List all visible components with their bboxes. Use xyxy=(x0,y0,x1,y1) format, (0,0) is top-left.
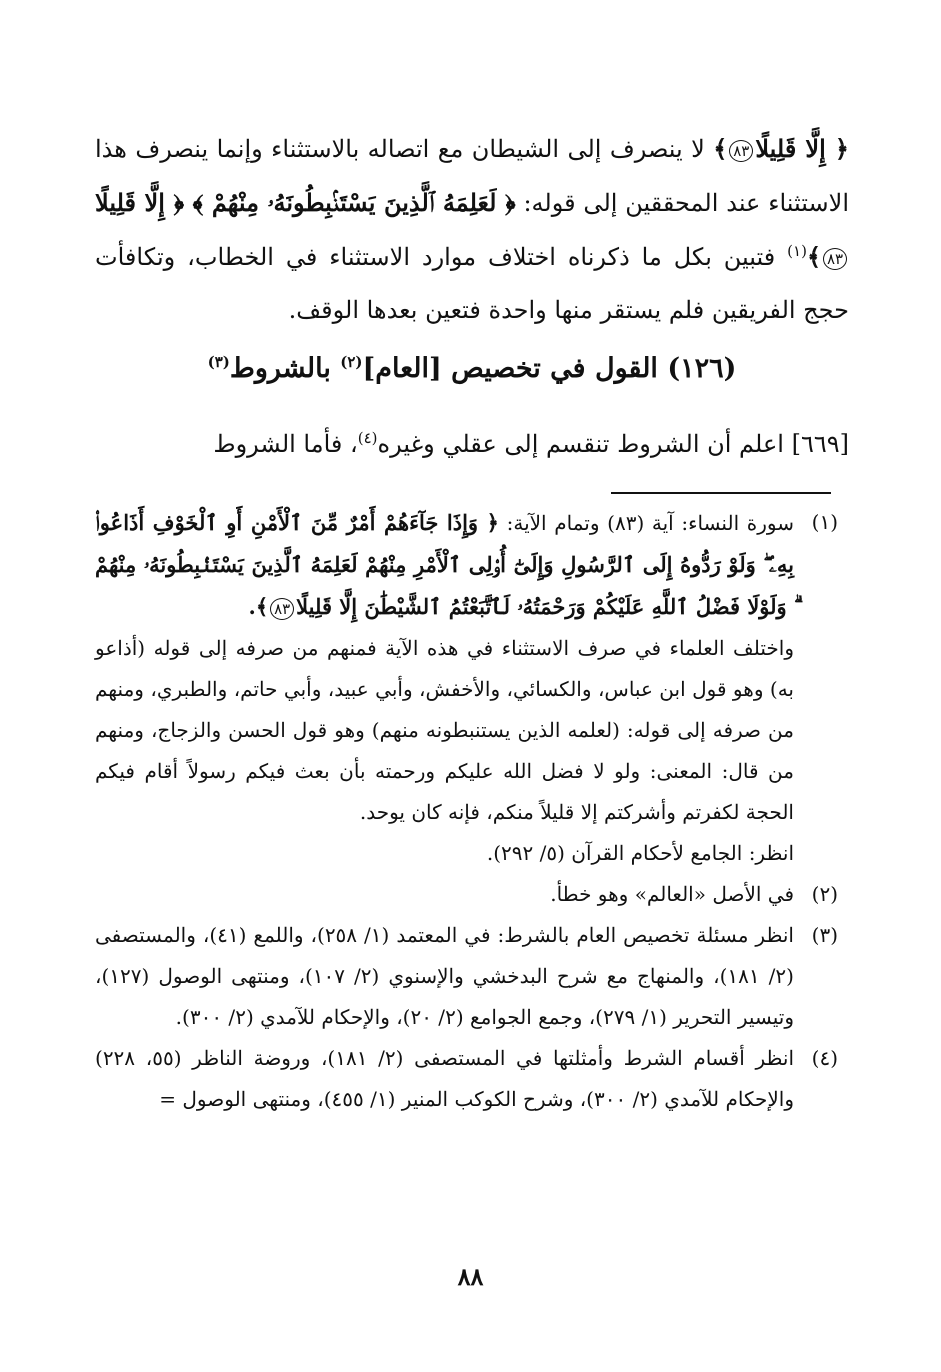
footnotes xyxy=(95,502,838,1120)
footnote-4 xyxy=(95,1038,838,1120)
quran-verse: ﴿ وَإِذَا جَآءَهُمْ أَمْرٌ مِّنَ ٱلْأَمْنِ أَوِ ٱلْخَوْفِ أَذَاعُوا۟ بِهِۦ ۖ وَلَوْ رَدُّوهُ إِلَى ٱلرَّسُولِ وَإِلَىٰٓ أُو۟لِى ٱلْأَمْرِ مِنْهُمْ لَعَلِمَهُ ٱلَّذِينَ يَسْتَنۢبِطُونَهُۥ مِنْهُمْ ۗ وَلَوْلَا فَضْلُ ٱللَّهِ عَلَيْكُمْ وَرَحْمَتُهُۥ لَٱتَّبَعْتُمُ ٱلشَّيْطَٰنَ إِلَّا قَلِيلًا xyxy=(95,510,794,619)
footnote-3 xyxy=(95,915,838,1038)
page-number: ٨٨ xyxy=(457,1262,484,1291)
footnote-separator xyxy=(611,492,831,494)
footnote-ref: (٣) xyxy=(207,353,230,371)
quran-quote-close: ﴾ xyxy=(806,242,821,271)
footnote-2 xyxy=(95,874,838,915)
footnote-text: سورة النساء: آية (٨٣) وتمام الآية: xyxy=(498,511,794,535)
footnote-body xyxy=(95,1038,794,1120)
footnote-paragraph: في الأصل «العالم» وهو خطأ. xyxy=(550,882,794,906)
footnote-paragraph: انظر: الجامع لأحكام القرآن (٥/ ٢٩٢). xyxy=(486,841,794,865)
footnote-number: (١) xyxy=(811,510,838,534)
footnote-body xyxy=(95,915,794,1038)
footnote-body xyxy=(95,874,794,915)
quran-quote-close: ﴾. xyxy=(248,594,269,619)
footnote-paragraph: انظر أقسام الشرط وأمثلتها في المستصفى (٢/ ١٨١)، وروضة الناظر (٥٥، ٢٢٨) والإحكام للآمدي (٢/ ٣٠٠)، وشرح الكوكب المنير (١/ ٤٥٥)، ومنتهى الوصول = xyxy=(95,1046,795,1111)
lead-text: ، فأما الشروط xyxy=(213,430,358,458)
body-paragraph xyxy=(95,122,849,337)
main-body-text xyxy=(95,122,849,337)
section-lead-paragraph xyxy=(95,420,849,468)
body-text-segment: لا ينصرف إلى الشيطان مع اتصاله بالاستثناء وإنما ينصرف هذا الاستثناء عند المحققين إلى قوله: xyxy=(95,135,849,217)
quran-quote-close: ﴾ xyxy=(713,134,728,163)
quran-quote: ﴿ إِلَّا قَلِيلًا xyxy=(755,134,849,163)
footnote-number: (٢) xyxy=(811,882,838,906)
footnote-number: (٤) xyxy=(811,1046,838,1070)
footnote-paragraph: واختلف العلماء في صرف الاستثناء في هذه الآية فمنهم من صرفه إلى قوله (أذاعو به) وهو قول ابن عباس، والكسائي، والأخفش، وأبي عبيد، وأبي حاتم، والطبري، ومنهم من صرفه إلى قوله: (لعلمه الذين يستنبطونه منهم) وهو قول الحسن والزجاج، ومنهم من قال: المعنى: ولو لا فضل الله عليكم ورحمته بأن بعث فيكم رسولاً أقام فيكم الحجة لكفرتم وأشركتم إلا قليلاً منكم، فإنه كان يوحد. xyxy=(95,636,794,824)
footnote-number: (٣) xyxy=(811,923,838,947)
section-heading xyxy=(95,345,849,393)
footnote-body xyxy=(95,502,794,874)
footnote-paragraph: انظر مسئلة تخصيص العام بالشرط: في المعتمد (١/ ٢٥٨)، واللمع (٤١)، والمستصفى (٢/ ١٨١)، والمنهاج مع شرح البدخشي والإسنوي (٢/ ١٠٧)، ومنتهى الوصول (١٢٧)، وتيسير التحرير (١/ ٢٧٩)، وجمع الجوامع (٢/ ٢٠)، والإحكام للآمدي (٢/ ٣٠٠). xyxy=(95,923,794,1029)
quran-quote: ﴿ لَعَلِمَهُ ٱلَّذِينَ يَسْتَنۢبِطُونَهُۥ مِنْهُمْ ﴾ ﴿ إِلَّا قَلِيلًا xyxy=(95,188,516,217)
ayah-number-mark: ٨٣ xyxy=(823,248,847,270)
footnote-ref: (١) xyxy=(787,242,807,260)
ayah-number-mark: ٨٣ xyxy=(270,598,294,620)
heading-text: بالشروط xyxy=(229,353,341,384)
heading-text: (١٢٦) القول في تخصيص [العام] xyxy=(362,353,737,384)
footnote-paragraph xyxy=(95,502,794,628)
footnote-1 xyxy=(95,502,838,874)
ayah-number-mark: ٨٣ xyxy=(729,140,753,162)
footnote-ref: (٢) xyxy=(340,353,363,371)
lead-text: [٦٦٩] اعلم أن الشروط تنقسم إلى عقلي وغيره xyxy=(377,430,849,458)
footnote-ref: (٤) xyxy=(357,429,378,447)
body-text-segment: فتبين بكل ما ذكرناه اختلاف موارد الاستثناء في الخطاب، وتكافأت حجج الفريقين فلم يستقر منها واحدة فتعين بعدها الوقف. xyxy=(95,243,849,324)
